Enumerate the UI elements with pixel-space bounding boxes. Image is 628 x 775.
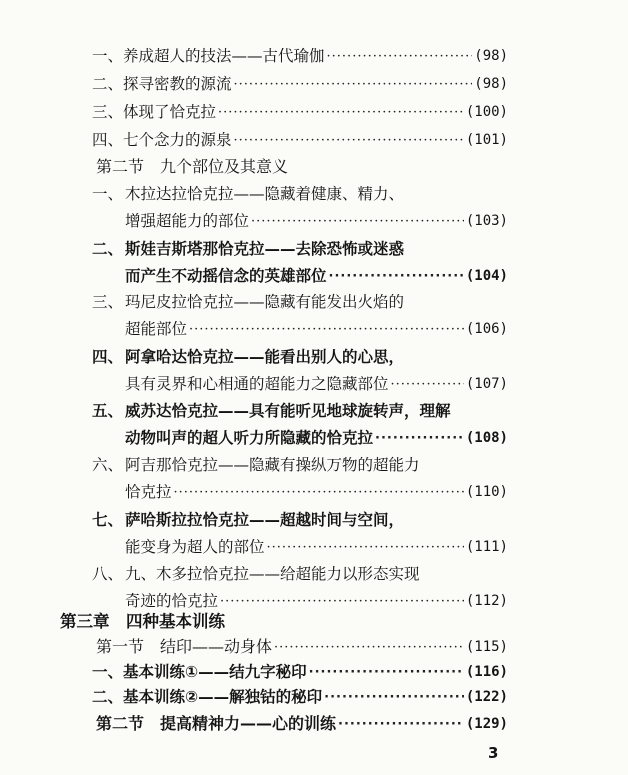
leader-dots — [327, 48, 473, 66]
toc-entry-page: (108) — [465, 430, 508, 446]
leader-dots — [251, 213, 464, 231]
toc-entry-number: 一、 — [92, 663, 124, 681]
toc-entry-number: 二、 — [92, 75, 124, 93]
toc-entry — [0, 708, 508, 734]
toc-entry-page: (115) — [465, 639, 508, 655]
toc-entry-title: 九、木多拉恰克拉——给超能力以形态实现 — [125, 565, 420, 583]
toc-entry-page: (101) — [465, 132, 508, 148]
toc-entry — [0, 368, 508, 394]
toc-entry-title: 第三章 四种基本训练 — [60, 612, 225, 631]
toc-entry-number: 八、 — [92, 565, 124, 583]
toc-entry-number: 一、 — [92, 185, 124, 203]
page-number: 3 — [488, 744, 499, 762]
toc-entry-title: 第二节 提高精神力——心的训练 — [96, 714, 337, 733]
leader-dots — [274, 639, 464, 657]
toc-entry-title: 恰克拉 — [125, 483, 172, 501]
leader-dots — [267, 539, 464, 557]
toc-entry-title: 增强超能力的部位 — [125, 212, 250, 230]
leader-dots — [234, 132, 464, 150]
toc-entry-number: 六、 — [92, 456, 124, 474]
leader-dots — [375, 430, 464, 448]
toc-entry-title: 七个念力的源泉 — [123, 131, 232, 149]
toc-entry — [0, 558, 508, 584]
toc-entry-number: 五、 — [92, 402, 124, 420]
toc-entry-page: (111) — [465, 539, 508, 555]
toc-entry — [0, 395, 508, 421]
toc-entry — [0, 151, 508, 177]
toc-entry-title: 奇迹的恰克拉 — [125, 592, 219, 610]
toc-entry-title: 第二节 九个部位及其意义 — [96, 157, 289, 176]
toc-entry-title: 第一节 结印——动身体 — [96, 637, 273, 656]
toc-entry-number: 三、 — [92, 103, 124, 121]
toc-entry — [0, 205, 508, 231]
toc-entry — [0, 260, 508, 286]
toc-entry-title: 斯娃吉斯塔那恰克拉——去除恐怖或迷惑 — [125, 240, 405, 258]
toc-entry — [0, 96, 508, 122]
leader-dots — [329, 268, 464, 286]
toc-entry — [0, 422, 508, 448]
toc-entry — [0, 341, 508, 367]
toc-entry-title: 探寻密教的源流 — [123, 75, 232, 93]
toc-entry — [0, 631, 508, 657]
leader-dots — [324, 689, 464, 707]
toc-entry-page: (106) — [465, 321, 508, 337]
toc-entry — [0, 233, 508, 259]
toc-entry-number: 四、 — [92, 131, 124, 149]
toc-entry-title: 基本训练①——结九字秘印 — [123, 663, 307, 681]
toc-entry-title: 而产生不动摇信念的英雄部位 — [125, 267, 327, 285]
toc-entry-number: 三、 — [92, 293, 124, 311]
toc-entry-title: 养成超人的技法——古代瑜伽 — [123, 47, 325, 65]
toc-entry-page: (98) — [474, 48, 508, 64]
toc-entry-page: (98) — [474, 76, 508, 92]
toc-entry-page: (107) — [465, 376, 508, 392]
toc-entry-page: (110) — [465, 484, 508, 500]
toc-entry-page: (103) — [465, 213, 508, 229]
toc-entry-title: 阿吉那恰克拉——隐藏有操纵万物的超能力 — [125, 456, 420, 474]
toc-entry-page: (104) — [465, 268, 508, 284]
toc-entry — [0, 449, 508, 475]
toc-entry — [0, 178, 508, 204]
leader-dots — [391, 376, 464, 394]
toc-entry — [0, 68, 508, 94]
toc-entry-page: (122) — [465, 689, 508, 705]
toc-entry-title: 体现了恰克拉 — [123, 103, 217, 121]
leader-dots — [174, 484, 464, 502]
toc-entry-number: 二、 — [92, 688, 124, 706]
leader-dots — [338, 716, 464, 734]
toc-entry-title: 木拉达拉恰克拉——隐藏着健康、精力、 — [125, 185, 405, 203]
toc-entry — [0, 40, 508, 66]
toc-entry — [0, 656, 508, 682]
toc-entry-number: 七、 — [92, 511, 124, 529]
leader-dots — [309, 664, 464, 682]
toc-entry — [0, 286, 508, 312]
toc-entry-page: (116) — [465, 664, 508, 680]
toc-entry-number: 四、 — [92, 348, 124, 366]
toc-entry-title: 阿拿哈达恰克拉——能看出别人的心思， — [125, 348, 405, 366]
toc-entry — [0, 504, 508, 530]
toc-entry — [0, 531, 508, 557]
toc-entry-page: (129) — [465, 716, 508, 732]
toc-entry-page: (100) — [465, 104, 508, 120]
toc-entry-number: 二、 — [92, 240, 124, 258]
toc-entry — [0, 681, 508, 707]
toc-entry-title: 能变身为超人的部位 — [125, 538, 265, 556]
toc-entry-title: 基本训练②——解独钴的秘印 — [123, 688, 323, 706]
toc-entry-page: (112) — [465, 593, 508, 609]
toc-entry — [0, 476, 508, 502]
toc-entry-title: 威苏达恰克拉——具有能听见地球旋转声，理解 — [125, 402, 451, 420]
toc-entry — [0, 606, 508, 632]
leader-dots — [234, 76, 473, 94]
toc-entry-title: 玛尼皮拉恰克拉——隐藏有能发出火焰的 — [125, 293, 405, 311]
toc-entry-title: 具有灵界和心相通的超能力之隐藏部位 — [125, 375, 389, 393]
toc-entry-title: 超能部位 — [125, 320, 188, 338]
toc-entry-title: 动物叫声的超人听力所隐藏的恰克拉 — [125, 429, 374, 447]
toc-entry — [0, 124, 508, 150]
leader-dots — [218, 104, 464, 122]
toc-entry-number: 一、 — [92, 47, 124, 65]
toc-entry-title: 萨哈斯拉拉恰克拉——超越时间与空间， — [125, 511, 405, 529]
toc-entry — [0, 313, 508, 339]
leader-dots — [189, 321, 464, 339]
